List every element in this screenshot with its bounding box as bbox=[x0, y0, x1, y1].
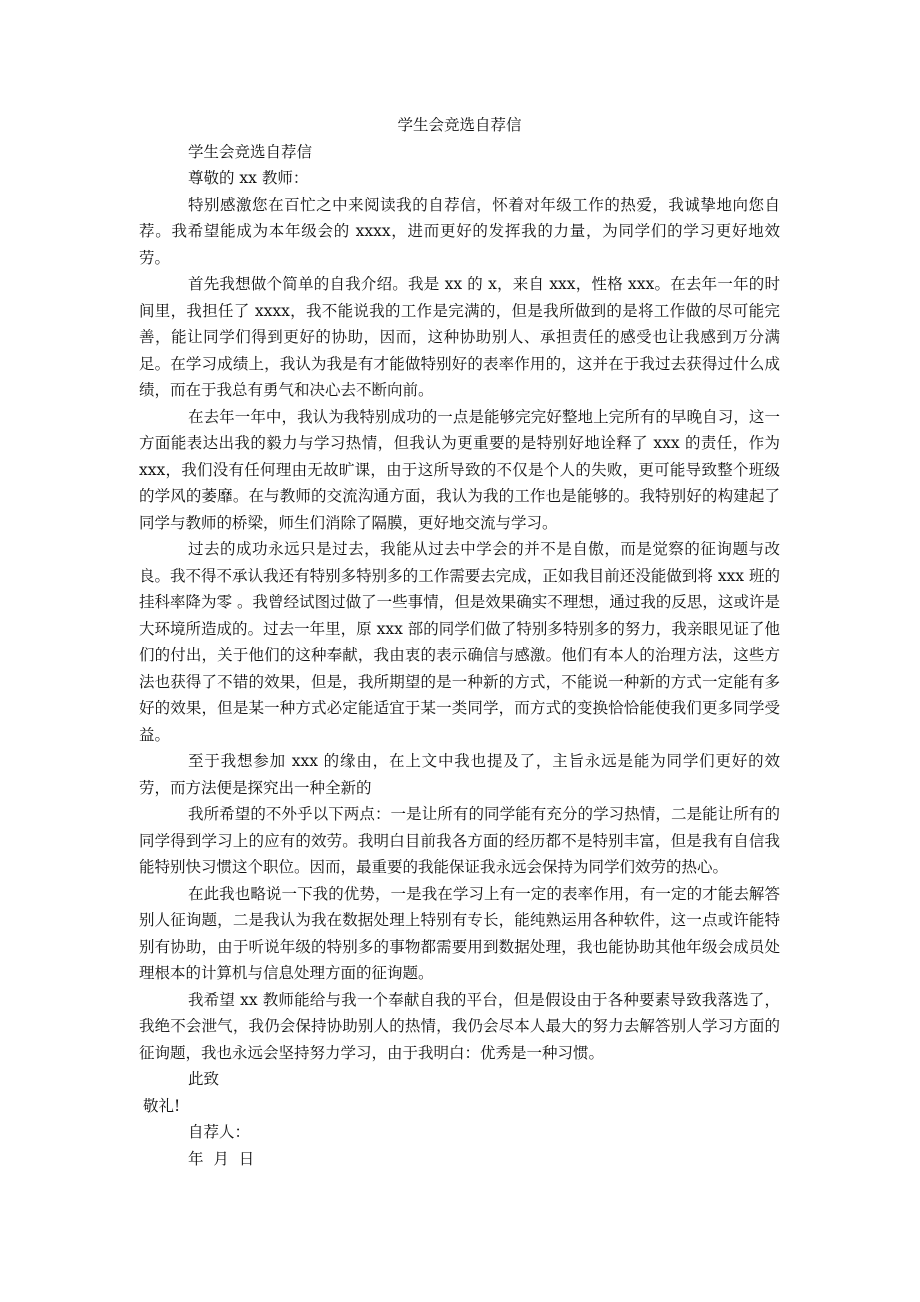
paragraph-3: 在去年一年中，我认为我特别成功的一点是能够完完好整地上完所有的早晚自习，这一方面能表达出我的毅力与学习热情，但我认为更重要的是特别好地诠释了 xxx 的责任，作为 xxx，我们没有任何理由无故旷课，由于这所导致的不仅是个人的失败，更可能导致整个班级的学风的萎靡。在与教师的交流沟通方面，我认为我的工作也是能够的。我特别好的构建起了同学与教师的桥梁，师生们消除了隔膜，更好地交流与学习。 bbox=[139, 407, 780, 532]
signature-label: 自荐人： bbox=[188, 1123, 251, 1141]
closing-regards: 敬礼! bbox=[143, 1096, 181, 1115]
paragraph-6: 我所希望的不外乎以下两点：一是让所有的同学能有充分的学习热情，二是能让所有的同学得到学习上的应有的效劳。我明白目前我各方面的经历都不是特别丰富，但是我有自信我能特别快习惯这个职位。因而，最重要的我能保证我永远会保持为同学们效劳的热心。 bbox=[139, 805, 780, 876]
salutation: 尊敬的 xx 教师： bbox=[188, 169, 309, 187]
document-subtitle: 学生会竞选自荐信 bbox=[188, 142, 313, 161]
paragraph-2: 首先我想做个简单的自我介绍。我是 xx 的 x，来自 xxx，性格 xxx。在去年一年的时间里，我担任了 xxxx，我不能说我的工作是完满的，但是我所做到的是将工作做的尽可能完善，能让同学们得到更好的协助，因而，这种协助别人、承担责任的感受也让我感到万分满足。在学习成绩上，我认为我是有才能做特别好的表率作用的，这并在于我过去获得过什么成绩，而在于我总有勇气和决心去不断向前。 bbox=[139, 275, 780, 399]
paragraph-1: 特别感激您在百忙之中来阅读我的自荐信，怀着对年级工作的热爱，我诚挚地向您自荐。我希望能成为本年级会的 xxxx，进而更好的发挥我的力量，为同学们的学习更好地效劳。 bbox=[139, 195, 780, 267]
paragraph-8: 我希望 xx 教师能给与我一个奉献自我的平台，但是假设由于各种要素导致我落选了，我绝不会泄气，我仍会保持协助别人的热情，我仍会尽本人最大的努力去解答别人学习方面的征询题，我也永远会坚持努力学习，由于我明白：优秀是一种习惯。 bbox=[139, 990, 780, 1062]
paragraph-4: 过去的成功永远只是过去，我能从过去中学会的并不是自傲，而是觉察的征询题与改良。我不得不承认我还有特别多特别多的工作需要去完成，正如我目前还没能做到将 xxx 班的挂科率降为零 。我曾经试图过做了一些事情，但是效果确实不理想，通过我的反思，这或许是大环境所造成的。过去一年里，原 xxx 部的同学们做了特别多特别多的努力，我亲眼见证了他们的付出，关于他们的这种奉献，我由衷的表示确信与感激。他们有本人的治理方法，这些方法也获得了不错的效果，但是，我所期望的是一种新的方式，不能说一种新的方式一定能有多好的效果，但是某一种方式必定能适宜于某一类同学，而方式的变换恰恰能使我们更多同学受益。 bbox=[139, 540, 780, 744]
document-title: 学生会竞选自荐信 bbox=[397, 116, 522, 134]
date-label: 年 月 日 bbox=[188, 1149, 255, 1168]
paragraph-7: 在此我也略说一下我的优势，一是我在学习上有一定的表率作用，有一定的才能去解答别人征询题，二是我认为我在数据处理上特别有专长，能纯熟运用各种软件，这一点或许能特别有协助，由于听说年级的特别多的事物都需要用到数据处理，我也能协助其他年级会成员处理根本的计算机与信息处理方面的征询题。 bbox=[139, 884, 780, 982]
paragraph-5: 至于我想参加 xxx 的缘由，在上文中我也提及了，主旨永远是能为同学们更好的效劳，而方法便是探究出一种全新的 bbox=[139, 752, 780, 797]
document-page bbox=[139, 112, 780, 1172]
closing-salutation: 此致 bbox=[188, 1070, 220, 1088]
